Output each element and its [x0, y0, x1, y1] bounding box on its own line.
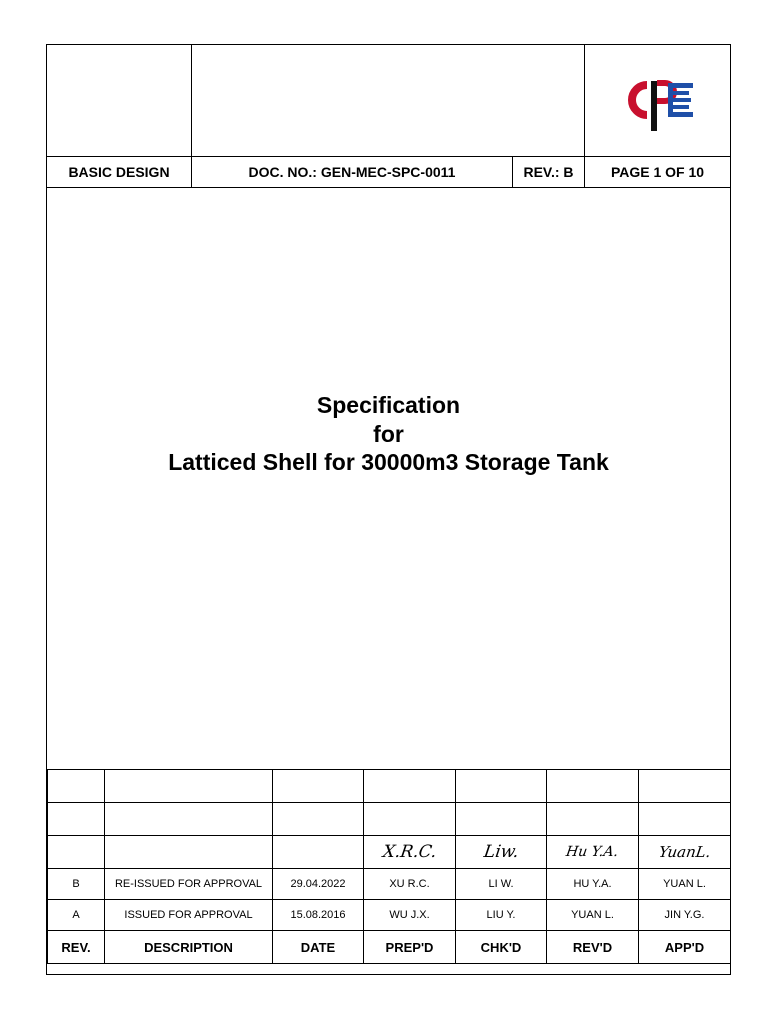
rev-cell: A	[48, 900, 105, 931]
description-cell: RE-ISSUED FOR APPROVAL	[105, 869, 273, 900]
design-stage-label: BASIC DESIGN	[68, 164, 170, 180]
date-cell: 29.04.2022	[273, 869, 364, 900]
prepd-signature: X.R.C.	[381, 842, 438, 862]
table-row	[48, 900, 731, 931]
table-row	[48, 770, 731, 803]
page-label: PAGE 1 OF 10	[610, 164, 705, 180]
title-line-3: Latticed Shell for 30000m3 Storage Tank	[168, 449, 609, 475]
signature-row	[48, 836, 731, 869]
appd-cell: YUAN L.	[639, 869, 731, 900]
description-cell: ISSUED FOR APPROVAL	[105, 900, 273, 931]
header-divider	[47, 187, 730, 188]
column-header-rev: REV.	[48, 931, 105, 964]
appd-signature: YuanL.	[657, 843, 712, 861]
revd-cell: HU Y.A.	[547, 869, 639, 900]
appd-cell: JIN Y.G.	[639, 900, 731, 931]
chkd-signature: Liw.	[482, 842, 520, 862]
document-title	[47, 391, 730, 477]
chkd-cell: LI W.	[456, 869, 547, 900]
revd-signature: Hu Y.A.	[565, 844, 620, 860]
column-header-chkd: CHK'D	[456, 931, 547, 964]
rev-cell: B	[48, 869, 105, 900]
table-row	[48, 803, 731, 836]
cpe-logo	[621, 75, 699, 133]
title-line-1: Specification	[316, 392, 461, 418]
column-header-appd: APP'D	[639, 931, 731, 964]
column-header-revd: REV'D	[547, 931, 639, 964]
chkd-cell: LIU Y.	[456, 900, 547, 931]
revision-label: REV.: B	[523, 164, 574, 180]
column-header-prepd: PREP'D	[364, 931, 456, 964]
column-header-date: DATE	[273, 931, 364, 964]
doc-number-label: DOC. NO.: GEN-MEC-SPC-0011	[248, 164, 456, 180]
revision-table	[47, 769, 731, 964]
column-header-description: DESCRIPTION	[105, 931, 273, 964]
table-header-row	[48, 931, 731, 964]
revd-cell: YUAN L.	[547, 900, 639, 931]
prepd-cell: XU R.C.	[364, 869, 456, 900]
date-cell: 15.08.2016	[273, 900, 364, 931]
title-line-2: for	[373, 420, 404, 447]
document-frame	[46, 44, 731, 975]
table-row	[48, 869, 731, 900]
prepd-cell: WU J.X.	[364, 900, 456, 931]
